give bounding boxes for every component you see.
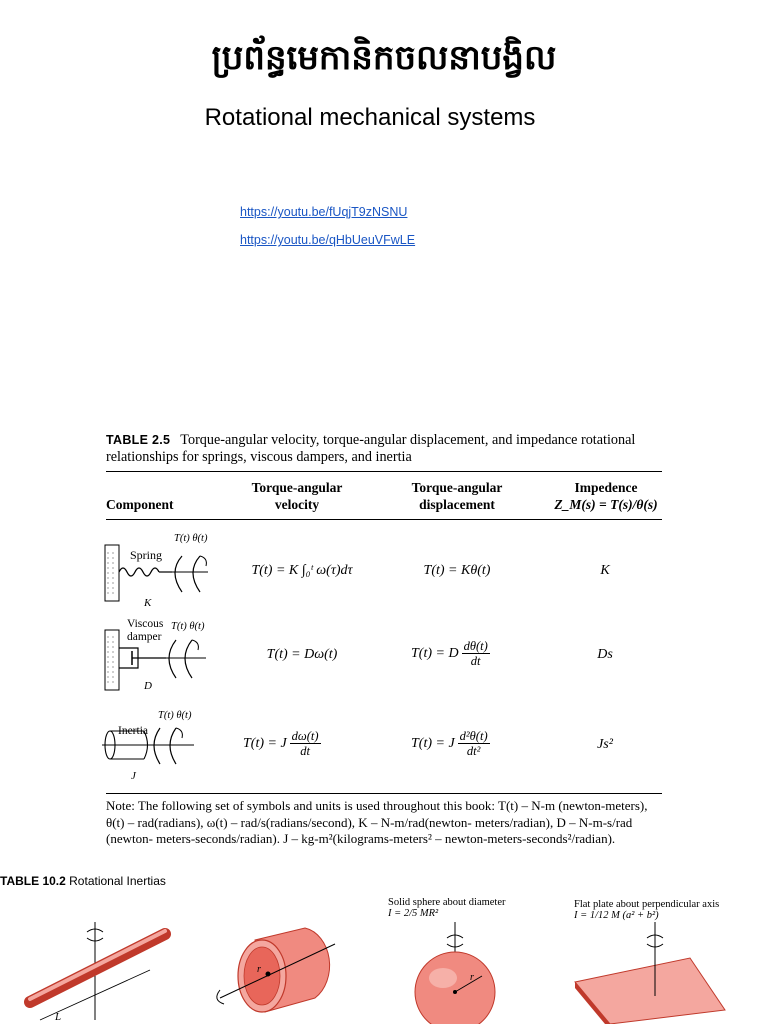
header-velocity-line2: velocity [274,497,320,512]
damper-label [127,618,163,644]
damper-impedance: Ds [597,647,613,662]
inertia-illustrations [0,920,768,1024]
header-impedance [536,479,676,513]
spring-label: Spring [130,548,163,562]
inertia-displacement-fraction [458,729,490,758]
youtube-link-1[interactable]: https://youtu.be/fUqjT9zNSNU [240,205,408,219]
sphere-title: Solid sphere about diameter [388,897,506,908]
inertia-displacement-numerator: d²θ(t) [459,729,488,743]
table-10-2-caption-text: Rotational Inertias [69,874,166,888]
damper-displacement-numerator: dθ(t) [463,639,488,653]
damper-displacement-formula [411,639,490,668]
rod-dimension-label: L [55,1011,62,1023]
damper-velocity-formula: T(t) = Dω(t) [266,647,338,662]
inertia-displacement-lhs: T(t) = J [411,735,455,751]
table-2-5-label: TABLE 2.5 [106,433,171,447]
page-title-khmer: ប្រព័ន្ធមេកានិកចលនាបង្វិល [211,38,557,78]
table-10-2-label: TABLE 10.2 [0,874,66,888]
header-impedance-line2: Z_M(s) = T(s)/θ(s) [554,497,658,512]
sphere-formula: I = 2/5 MR² [388,908,439,919]
damper-displacement-denominator: dt [470,654,481,668]
plate-title: Flat plate about perpendicular axis [574,899,720,910]
sphere-dimension-label: r [470,972,474,983]
inertia-displacement-formula [411,729,490,758]
header-velocity [232,479,362,513]
spring-impedance: K [600,563,610,578]
cylinder-dimension-label: r [257,964,261,975]
page-subtitle: Rotational mechanical systems [204,104,536,131]
damper-label-line1: Viscous [127,618,164,630]
inertia-velocity-numerator: dω(t) [291,729,319,743]
spring-velocity-formula: T(t) = K ∫₀ᵗ ω(τ)dτ [251,563,353,578]
plate-formula: I = 1/12 M (a² + b²) [574,910,659,921]
damper-symbol: D [144,680,152,692]
spring-symbol: K [144,597,152,609]
rod-illustration [30,922,165,1023]
inertia-symbol: J [131,770,136,782]
table-2-5-caption [106,432,666,466]
inertia-displacement-denominator: dt² [466,744,481,758]
component-diagrams [100,530,220,795]
header-impedance-line1: Impedence [574,480,638,495]
inertia-velocity-fraction [290,729,321,758]
sphere-illustration [415,922,495,1024]
spring-torque-label: T(t) θ(t) [174,533,208,544]
inertia-velocity-formula [243,729,321,758]
cylinder-illustration [217,928,335,1012]
plate-illustration [575,922,725,1024]
spring-displacement-formula: T(t) = Kθ(t) [423,563,491,578]
header-velocity-line1: Torque-angular [251,480,343,495]
inertia-impedance: Js² [597,737,613,752]
damper-torque-label: T(t) θ(t) [171,621,205,632]
table-2-5-caption-text: Torque-angular velocity, torque-angular displacement, and impedance rotational relationships for springs, viscous dampers, and inertia [106,432,636,465]
inertia-torque-label: T(t) θ(t) [158,710,192,721]
table-top-rule [106,471,662,472]
damper-label-line2: damper [127,631,162,643]
inertia-velocity-lhs: T(t) = J [243,735,287,751]
header-displacement-line1: Torque-angular [411,480,503,495]
table-header-rule [106,519,662,520]
header-component: Component [106,497,174,512]
youtube-link-2[interactable]: https://youtu.be/qHbUeuVFwLE [240,233,416,247]
damper-displacement-fraction [462,639,490,668]
header-displacement-line2: displacement [419,497,495,512]
inertia-velocity-denominator: dt [300,744,310,758]
table-2-5-note: Note: The following set of symbols and units is used throughout this book: T(t) – N-m (newton-meters), θ(t) – rad(radians), ω(t) – rad/s(radians/second), K – N-m/rad(newton- meters/radian), D – N-m-s/rad (newton- meters-seconds/radian). J – kg-m²(kilograms-meters² – newton-meters-seconds²/radian). [106,798,648,846]
inertia-label: Inertia [118,725,149,737]
header-displacement [392,479,522,513]
table-10-2-caption [0,874,400,888]
damper-displacement-lhs: T(t) = D [411,645,459,661]
